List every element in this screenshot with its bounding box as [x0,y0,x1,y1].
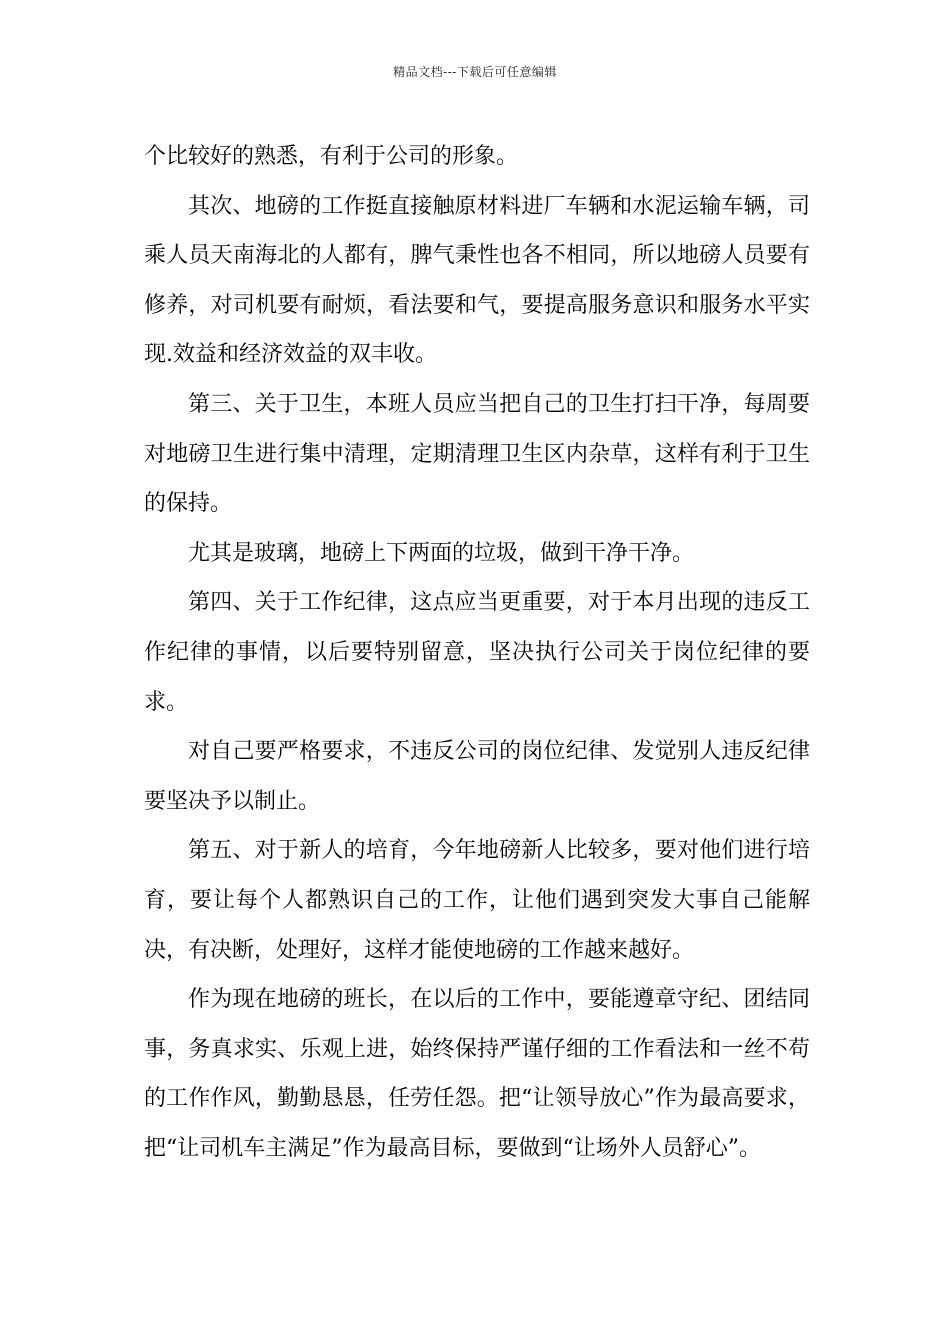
page-header: 精品文档---下载后可任意编辑 [393,65,557,79]
paragraph-7: 第五、对于新人的培育，今年地磅新人比较多，要对他们进行培育，要让每个人都熟识自己的工作，让他们遇到突发大事自己能解决，有决断，处理好，这样才能使地磅的工作越来越好。 [144,838,810,963]
document-body [144,132,810,1173]
paragraph-2: 其次、地磅的工作挺直接触原材料进厂车辆和水泥运输车辆，司乘人员天南海北的人都有，脾气秉性也各不相同，所以地磅人员要有修养，对司机要有耐烦，看法要和气，要提高服务意识和服务水平实现.效益和经济效益的双丰收。 [144,193,810,368]
paragraph-1: 个比较好的熟悉，有利于公司的形象。 [144,144,519,169]
paragraph-8: 作为现在地磅的班长，在以后的工作中，要能遵章守纪、团结同事，务真求实、乐观上进，始终保持严谨仔细的工作看法和一丝不苟的工作作风，勤勤恳恳，任劳任怨。把“让领导放心”作为最高要求，把“让司机车主满足”作为最高目标，要做到“让场外人员舒心”。 [144,987,810,1161]
paragraph-4: 尤其是玻璃，地磅上下两面的垃圾，做到干净干净。 [188,540,695,566]
paragraph-6: 对自己要严格要求，不违反公司的岗位纪律、发觉别人违反纪律要坚决予以制止。 [144,739,810,814]
paragraph-3: 第三、关于卫生，本班人员应当把自己的卫生打扫干净，每周要对地磅卫生进行集中清理，定期清理卫生区内杂草，这样有利于卫生的保持。 [144,391,810,517]
paragraph-5: 第四、关于工作纪律，这点应当更重要，对于本月出现的违反工作纪律的事情，以后要特别留意，坚决执行公司关于岗位纪律的要求。 [144,590,810,715]
